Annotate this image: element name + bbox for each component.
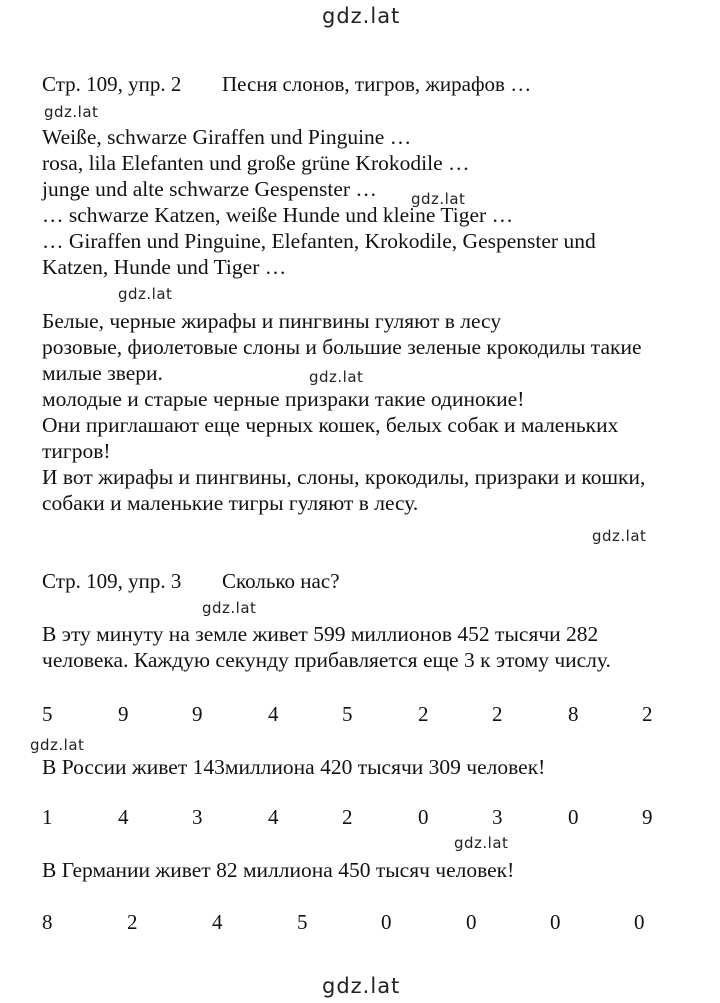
watermark: gdz.lat <box>44 103 99 121</box>
german-line: Katzen, Hunde und Tiger … <box>42 255 287 279</box>
digit: 5 <box>342 702 353 726</box>
german-line: rosa, lila Elefanten und große grüne Krokodile … <box>42 151 470 175</box>
watermark-top: gdz.lat <box>322 4 401 28</box>
digit: 2 <box>642 702 653 726</box>
watermark: gdz.lat <box>118 285 173 303</box>
exercise-2-ref: Стр. 109, упр. 2 <box>42 72 182 96</box>
digit: 0 <box>466 910 477 934</box>
russian-line: И вот жирафы и пингвины, слоны, крокодилы, призраки и кошки, <box>42 465 646 489</box>
german-line: … schwarze Katzen, weiße Hunde und kleine Tiger … <box>42 203 514 227</box>
german-line: junge und alte schwarze Gespenster … <box>42 177 377 201</box>
watermark: gdz.lat <box>309 368 364 386</box>
paragraph-germany: В Германии живет 82 миллиона 450 тысяч человек! <box>42 858 515 882</box>
german-line: … Giraffen und Pinguine, Elefanten, Krokodile, Gespenster und <box>42 229 596 253</box>
digit: 0 <box>418 805 429 829</box>
digit: 0 <box>381 910 392 934</box>
russian-line: собаки и маленькие тигры гуляют в лесу. <box>42 491 419 515</box>
russian-line: милые звери. <box>42 361 163 385</box>
russian-line: тигров! <box>42 439 111 463</box>
watermark-bottom: gdz.lat <box>322 974 401 998</box>
digit: 2 <box>127 910 138 934</box>
watermark: gdz.lat <box>30 736 85 754</box>
digit: 4 <box>118 805 129 829</box>
watermark: gdz.lat <box>454 834 509 852</box>
russian-line: молодые и старые черные призраки такие одинокие! <box>42 387 525 411</box>
paragraph-russia: В России живет 143миллиона 420 тысячи 309 человек! <box>42 755 546 779</box>
digit: 9 <box>192 702 203 726</box>
digits-row-russia <box>42 805 672 831</box>
digit: 4 <box>268 702 279 726</box>
paragraph-world: В эту минуту на земле живет 599 миллионов 452 тысячи 282 <box>42 622 599 646</box>
digit: 9 <box>642 805 653 829</box>
russian-line: розовые, фиолетовые слоны и большие зеленые крокодилы такие <box>42 335 642 359</box>
german-line: Weiße, schwarze Giraffen und Pinguine … <box>42 125 412 149</box>
exercise-2-title: Песня слонов, тигров, жирафов … <box>222 72 532 96</box>
digit: 0 <box>634 910 645 934</box>
russian-line: Они приглашают еще черных кошек, белых собак и маленьких <box>42 413 619 437</box>
digit: 2 <box>342 805 353 829</box>
digit: 4 <box>212 910 223 934</box>
exercise-3-title: Сколько нас? <box>222 569 340 593</box>
watermark: gdz.lat <box>411 190 466 208</box>
digits-row-world <box>42 702 672 728</box>
digit: 2 <box>418 702 429 726</box>
digits-row-germany <box>42 910 672 936</box>
watermark: gdz.lat <box>592 527 647 545</box>
digit: 3 <box>192 805 203 829</box>
digit: 0 <box>550 910 561 934</box>
exercise-3-ref: Стр. 109, упр. 3 <box>42 569 182 593</box>
digit: 1 <box>42 805 53 829</box>
digit: 5 <box>42 702 53 726</box>
paragraph-world: человека. Каждую секунду прибавляется еще 3 к этому числу. <box>42 648 611 672</box>
digit: 0 <box>568 805 579 829</box>
russian-line: Белые, черные жирафы и пингвины гуляют в лесу <box>42 309 502 333</box>
digit: 4 <box>268 805 279 829</box>
digit: 2 <box>492 702 503 726</box>
digit: 5 <box>297 910 308 934</box>
watermark: gdz.lat <box>202 599 257 617</box>
digit: 3 <box>492 805 503 829</box>
digit: 8 <box>42 910 53 934</box>
digit: 9 <box>118 702 129 726</box>
digit: 8 <box>568 702 579 726</box>
